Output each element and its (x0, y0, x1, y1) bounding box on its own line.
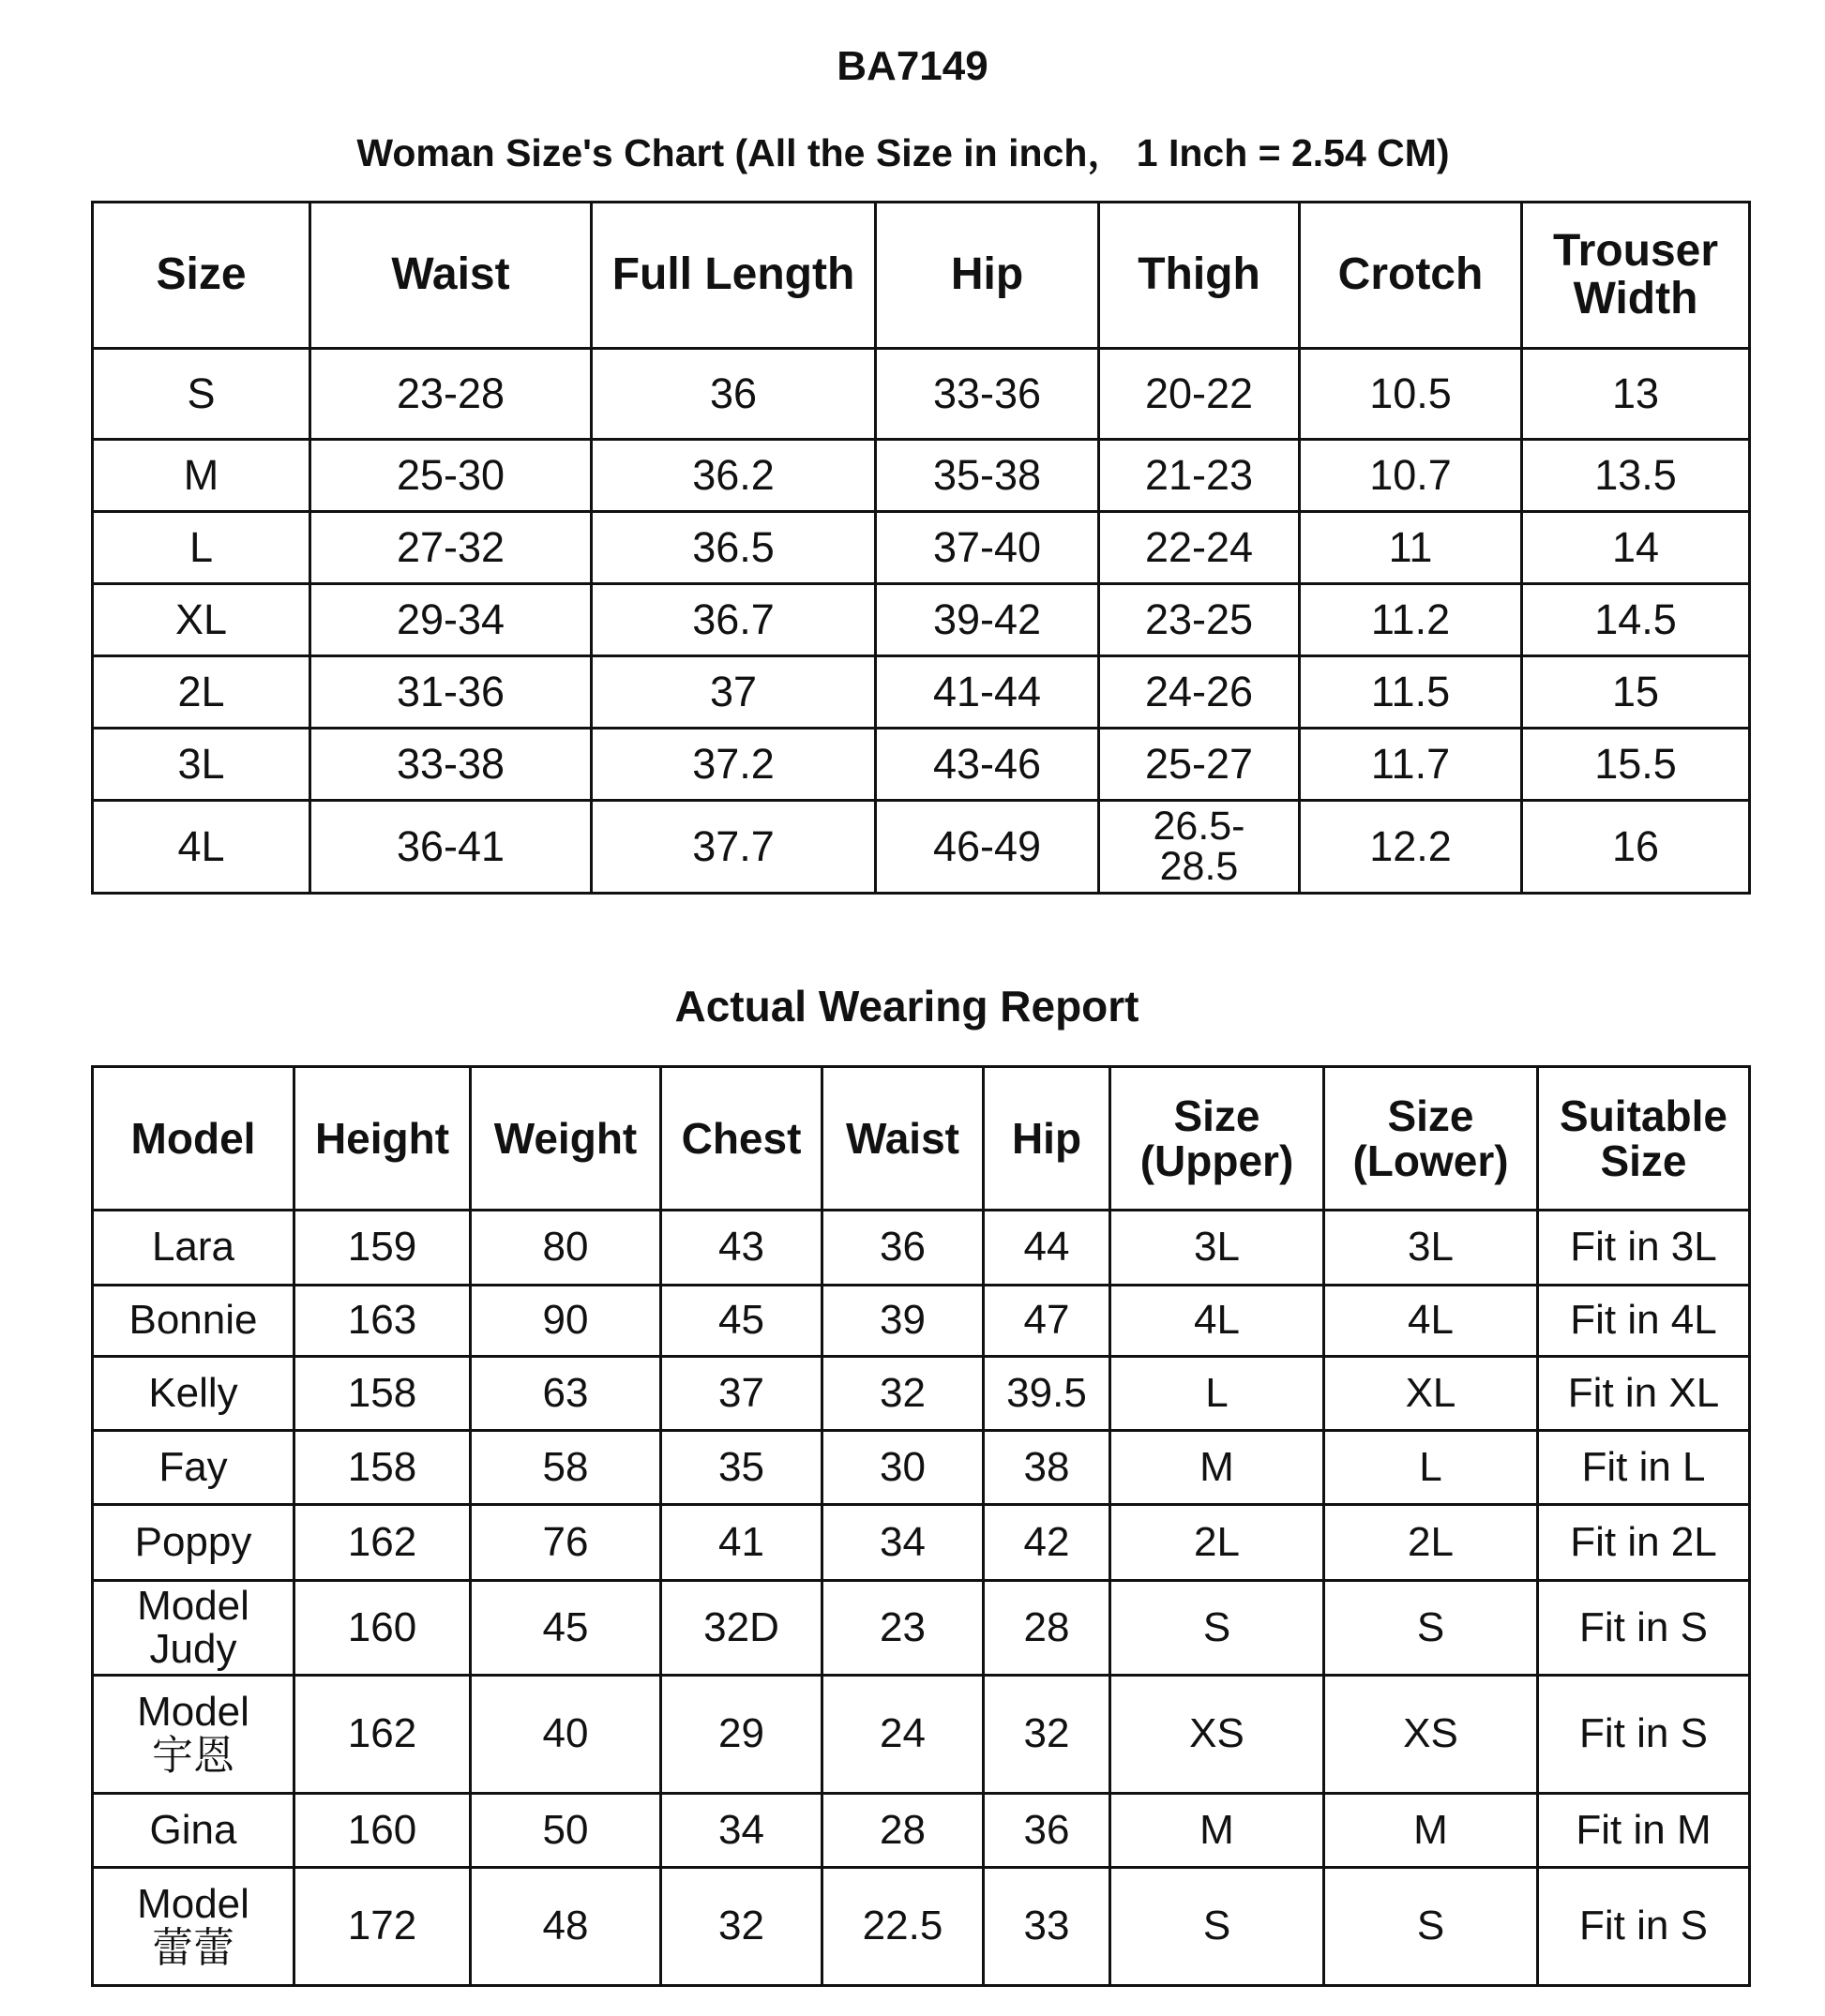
wearing-report-header-chest: Chest (661, 1067, 822, 1211)
wearing-report-cell-size-upper: XS (1110, 1676, 1324, 1794)
wearing-report-cell-hip: 32 (984, 1676, 1110, 1794)
size-chart-cell-full-length: 36.7 (592, 584, 876, 656)
wearing-report-row (93, 1431, 1750, 1505)
wearing-report-cell-size-upper: S (1110, 1581, 1324, 1676)
wearing-report-cell-height: 172 (294, 1868, 471, 1986)
size-chart-cell-trouser-width: 13.5 (1522, 440, 1750, 512)
size-chart-cell-hip: 35-38 (876, 440, 1099, 512)
wearing-report-header-size-lower: Size (Lower) (1324, 1067, 1538, 1211)
size-chart-row (93, 656, 1750, 729)
size-chart-cell-crotch: 11.7 (1300, 729, 1522, 801)
wearing-report-row (93, 1211, 1750, 1286)
size-chart-cell-hip: 43-46 (876, 729, 1099, 801)
size-chart-cell-waist: 23-28 (310, 349, 592, 440)
size-chart-cell-full-length: 36.5 (592, 512, 876, 584)
wearing-report-cell-model: Model 宇恩 (93, 1676, 294, 1794)
size-chart-cell-hip: 41-44 (876, 656, 1099, 729)
wearing-report-row (93, 1868, 1750, 1986)
size-chart-cell-hip: 39-42 (876, 584, 1099, 656)
wearing-report-header-waist: Waist (822, 1067, 984, 1211)
wearing-report-cell-chest: 43 (661, 1211, 822, 1286)
size-chart-cell-crotch: 12.2 (1300, 801, 1522, 894)
size-chart-cell-crotch: 11.2 (1300, 584, 1522, 656)
size-chart-cell-waist: 29-34 (310, 584, 592, 656)
size-chart-title: Woman Size's Chart (All the Size in inch， 1 Inch = 2.54 CM) (356, 131, 1450, 174)
wearing-report-cell-waist: 23 (822, 1581, 984, 1676)
size-chart-cell-trouser-width: 13 (1522, 349, 1750, 440)
wearing-report-cell-chest: 45 (661, 1286, 822, 1357)
size-chart-cell-hip: 46-49 (876, 801, 1099, 894)
wearing-report-cell-chest: 32D (661, 1581, 822, 1676)
wearing-report-cell-hip: 42 (984, 1505, 1110, 1581)
size-chart-cell-size: M (93, 440, 310, 512)
wearing-report-cell-hip: 38 (984, 1431, 1110, 1505)
size-chart-cell-waist: 25-30 (310, 440, 592, 512)
size-chart-cell-thigh: 22-24 (1099, 512, 1300, 584)
wearing-report-cell-suitable-size: Fit in 4L (1538, 1286, 1750, 1357)
wearing-report-cell-size-upper: 2L (1110, 1505, 1324, 1581)
wearing-report-cell-size-upper: 4L (1110, 1286, 1324, 1357)
wearing-report-row (93, 1676, 1750, 1794)
size-chart-row (93, 440, 1750, 512)
wearing-report-cell-height: 162 (294, 1505, 471, 1581)
wearing-report-cell-size-lower: S (1324, 1581, 1538, 1676)
wearing-report-header-suitable-size: Suitable Size (1538, 1067, 1750, 1211)
wearing-report-cell-height: 160 (294, 1581, 471, 1676)
size-chart-cell-crotch: 11.5 (1300, 656, 1522, 729)
wearing-report-cell-waist: 28 (822, 1794, 984, 1868)
wearing-report-cell-suitable-size: Fit in S (1538, 1581, 1750, 1676)
wearing-report-cell-hip: 44 (984, 1211, 1110, 1286)
size-chart-cell-waist: 36-41 (310, 801, 592, 894)
wearing-report-cell-chest: 34 (661, 1794, 822, 1868)
wearing-report-cell-size-lower: S (1324, 1868, 1538, 1986)
wearing-report-cell-size-lower: 2L (1324, 1505, 1538, 1581)
size-chart-row (93, 584, 1750, 656)
size-chart-cell-thigh: 23-25 (1099, 584, 1300, 656)
wearing-report-cell-size-lower: 3L (1324, 1211, 1538, 1286)
size-chart-cell-thigh: 24-26 (1099, 656, 1300, 729)
wearing-report-row (93, 1286, 1750, 1357)
size-chart-header-hip: Hip (876, 203, 1099, 349)
size-chart-cell-waist: 27-32 (310, 512, 592, 584)
wearing-report-cell-model: Model Judy (93, 1581, 294, 1676)
wearing-report-cell-weight: 40 (471, 1676, 661, 1794)
size-chart-cell-full-length: 37 (592, 656, 876, 729)
wearing-report-cell-suitable-size: Fit in 2L (1538, 1505, 1750, 1581)
size-chart-cell-thigh: 25-27 (1099, 729, 1300, 801)
size-chart-cell-size: 3L (93, 729, 310, 801)
size-chart-header-row (93, 203, 1750, 349)
size-chart-cell-full-length: 36 (592, 349, 876, 440)
wearing-report-cell-size-lower: XL (1324, 1357, 1538, 1431)
wearing-report-cell-chest: 35 (661, 1431, 822, 1505)
size-chart-cell-full-length: 37.7 (592, 801, 876, 894)
wearing-report-cell-model: Fay (93, 1431, 294, 1505)
wearing-report-cell-suitable-size: Fit in 3L (1538, 1211, 1750, 1286)
wearing-report-cell-waist: 22.5 (822, 1868, 984, 1986)
wearing-report-cell-hip: 39.5 (984, 1357, 1110, 1431)
size-chart-cell-size: XL (93, 584, 310, 656)
size-chart-row (93, 729, 1750, 801)
wearing-report-cell-hip: 33 (984, 1868, 1110, 1986)
size-chart-cell-waist: 31-36 (310, 656, 592, 729)
wearing-report-cell-model: Poppy (93, 1505, 294, 1581)
wearing-report-cell-weight: 76 (471, 1505, 661, 1581)
wearing-report-cell-waist: 24 (822, 1676, 984, 1794)
wearing-report-cell-suitable-size: Fit in XL (1538, 1357, 1750, 1431)
size-chart-cell-waist: 33-38 (310, 729, 592, 801)
wearing-report-cell-suitable-size: Fit in S (1538, 1676, 1750, 1794)
wearing-report-cell-size-upper: S (1110, 1868, 1324, 1986)
wearing-report-row (93, 1357, 1750, 1431)
wearing-report-cell-height: 158 (294, 1431, 471, 1505)
wearing-report-cell-chest: 29 (661, 1676, 822, 1794)
wearing-report-cell-weight: 80 (471, 1211, 661, 1286)
wearing-report-cell-suitable-size: Fit in S (1538, 1868, 1750, 1986)
wearing-report-cell-height: 159 (294, 1211, 471, 1286)
wearing-report-cell-weight: 50 (471, 1794, 661, 1868)
wearing-report-cell-height: 158 (294, 1357, 471, 1431)
wearing-report-cell-height: 162 (294, 1676, 471, 1794)
wearing-report-cell-chest: 32 (661, 1868, 822, 1986)
size-chart-row (93, 512, 1750, 584)
size-chart-cell-crotch: 11 (1300, 512, 1522, 584)
size-chart-table (91, 201, 1751, 895)
wearing-report-cell-waist: 34 (822, 1505, 984, 1581)
wearing-report-cell-size-lower: XS (1324, 1676, 1538, 1794)
wearing-report-cell-size-lower: M (1324, 1794, 1538, 1868)
wearing-report-cell-model: Model 蕾蕾 (93, 1868, 294, 1986)
size-chart-cell-trouser-width: 14 (1522, 512, 1750, 584)
size-chart-cell-trouser-width: 15 (1522, 656, 1750, 729)
wearing-report-cell-size-lower: 4L (1324, 1286, 1538, 1357)
wearing-report-cell-size-lower: L (1324, 1431, 1538, 1505)
wearing-report-cell-weight: 45 (471, 1581, 661, 1676)
wearing-report-cell-model: Bonnie (93, 1286, 294, 1357)
wearing-report-cell-size-upper: 3L (1110, 1211, 1324, 1286)
size-chart-cell-hip: 33-36 (876, 349, 1099, 440)
size-chart-cell-trouser-width: 15.5 (1522, 729, 1750, 801)
wearing-report-row (93, 1794, 1750, 1868)
size-chart-cell-thigh: 26.5- 28.5 (1099, 801, 1300, 894)
wearing-report-cell-hip: 36 (984, 1794, 1110, 1868)
wearing-report-cell-weight: 58 (471, 1431, 661, 1505)
wearing-report-cell-chest: 37 (661, 1357, 822, 1431)
wearing-report-cell-model: Lara (93, 1211, 294, 1286)
size-chart-header-waist: Waist (310, 203, 592, 349)
size-chart-cell-size: S (93, 349, 310, 440)
size-chart-header-size: Size (93, 203, 310, 349)
size-chart-cell-size: 2L (93, 656, 310, 729)
wearing-report-row (93, 1505, 1750, 1581)
wearing-report-header-weight: Weight (471, 1067, 661, 1211)
size-chart-cell-crotch: 10.5 (1300, 349, 1522, 440)
wearing-report-header-row (93, 1067, 1750, 1211)
size-chart-row (93, 349, 1750, 440)
wearing-report-cell-size-upper: M (1110, 1794, 1324, 1868)
size-chart-header-thigh: Thigh (1099, 203, 1300, 349)
size-chart-cell-full-length: 36.2 (592, 440, 876, 512)
wearing-report-header-model: Model (93, 1067, 294, 1211)
wearing-report-cell-height: 160 (294, 1794, 471, 1868)
size-chart-cell-size: L (93, 512, 310, 584)
wearing-report-cell-hip: 47 (984, 1286, 1110, 1357)
wearing-report-cell-suitable-size: Fit in L (1538, 1431, 1750, 1505)
wearing-report-header-size-upper: Size (Upper) (1110, 1067, 1324, 1211)
wearing-report-cell-size-upper: L (1110, 1357, 1324, 1431)
wearing-report-cell-weight: 63 (471, 1357, 661, 1431)
size-chart-cell-trouser-width: 14.5 (1522, 584, 1750, 656)
wearing-report-cell-height: 163 (294, 1286, 471, 1357)
wearing-report-cell-waist: 30 (822, 1431, 984, 1505)
size-chart-cell-trouser-width: 16 (1522, 801, 1750, 894)
size-chart-row (93, 801, 1750, 894)
size-chart-cell-thigh: 20-22 (1099, 349, 1300, 440)
wearing-report-table (91, 1065, 1751, 1987)
wearing-report-cell-weight: 48 (471, 1868, 661, 1986)
size-chart-cell-size: 4L (93, 801, 310, 894)
wearing-report-header-hip: Hip (984, 1067, 1110, 1211)
wearing-report-cell-waist: 32 (822, 1357, 984, 1431)
size-chart-header-trouser-width: Trouser Width (1522, 203, 1750, 349)
wearing-report-cell-weight: 90 (471, 1286, 661, 1357)
size-chart-cell-hip: 37-40 (876, 512, 1099, 584)
size-chart-cell-full-length: 37.2 (592, 729, 876, 801)
wearing-report-cell-waist: 36 (822, 1211, 984, 1286)
wearing-report-cell-suitable-size: Fit in M (1538, 1794, 1750, 1868)
wearing-report-cell-model: Gina (93, 1794, 294, 1868)
wearing-report-header-height: Height (294, 1067, 471, 1211)
wearing-report-cell-size-upper: M (1110, 1431, 1324, 1505)
product-code: BA7149 (837, 43, 988, 89)
size-chart-header-full-length: Full Length (592, 203, 876, 349)
wearing-report-cell-hip: 28 (984, 1581, 1110, 1676)
size-chart-header-crotch: Crotch (1300, 203, 1522, 349)
wearing-report-row (93, 1581, 1750, 1676)
wearing-report-cell-model: Kelly (93, 1357, 294, 1431)
wearing-report-cell-waist: 39 (822, 1286, 984, 1357)
size-chart-cell-crotch: 10.7 (1300, 440, 1522, 512)
wearing-report-title: Actual Wearing Report (674, 982, 1139, 1031)
size-chart-cell-thigh: 21-23 (1099, 440, 1300, 512)
wearing-report-cell-chest: 41 (661, 1505, 822, 1581)
